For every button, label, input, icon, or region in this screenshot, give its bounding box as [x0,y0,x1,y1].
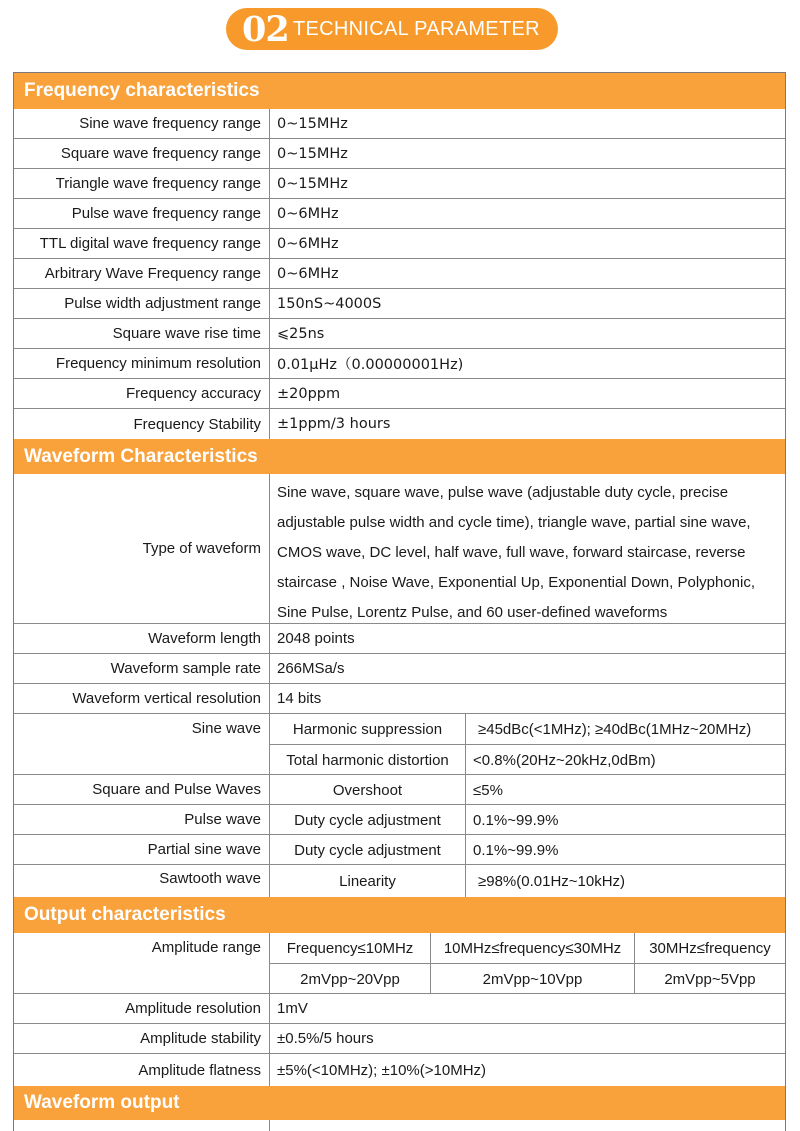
section-waveform-output [14,1086,785,1120]
section-waveform-output-title: Waveform output [24,1092,180,1113]
amplitude-value: 2mVpp~10Vpp [430,964,634,994]
waveform-type-line: staircase , Noise Wave, Exponential Up, Exponential Down, Polyphonic, [277,574,756,591]
table-row [14,775,785,805]
amplitude-header: 10MHz≤frequency≤30MHz [430,933,634,964]
sub-value: ≥45dBc(<1MHz); ≥40dBc(1MHz~20MHz) [465,714,785,745]
row-label: Pulse wave frequency range [14,199,270,228]
section-waveform-title: Waveform Characteristics [24,446,258,467]
row-label: Amplitude resolution [14,994,270,1023]
row-value: 0~6MHz [277,235,339,252]
amplitude-value: 2mVpp~20Vpp [300,970,400,988]
waveform-type-line: Sine Pulse, Lorentz Pulse, and 60 user-defined waveforms [277,604,668,621]
row-label: Sine wave [14,714,270,774]
row-value: 0~15MHz [277,115,348,132]
row-label: Amplitude range [14,933,270,993]
row-label: Square wave rise time [14,319,270,348]
row-label: Waveform sample rate [14,654,270,683]
row-label: Type of waveform [14,474,270,623]
section-output-title: Output characteristics [24,904,226,925]
waveform-type-line: CMOS wave, DC level, half wave, full wave, forward staircase, reverse [277,544,746,561]
table-row [14,994,785,1024]
waveform-type-line: adjustable pulse width and cycle time), triangle wave, partial sine wave, [277,514,751,531]
table-row [14,624,785,654]
row-value: 150nS~4000S [277,295,382,312]
amplitude-value: 2mVpp~5Vpp [634,964,785,994]
table-row [14,805,785,835]
table-row [14,684,785,714]
amplitude-header: Frequency≤10MHz [270,933,430,964]
row-value: ⩽25ns [277,325,325,342]
section-number: 02 [242,9,289,50]
row-value: ±20ppm [277,385,341,402]
section-waveform [14,439,785,474]
table-row [14,319,785,349]
row-label: Pulse width adjustment range [14,289,270,318]
table-row-waveform-types [14,474,785,624]
table-row [14,1120,785,1131]
sub-param: Duty cycle adjustment [294,841,441,859]
header-pill [226,8,558,50]
row-value: 1mV [277,1000,308,1017]
table-row-sine-wave [14,714,785,775]
row-label: Square wave frequency range [14,139,270,168]
sub-param: Overshoot [332,781,403,799]
waveform-type-line: Sine wave, square wave, pulse wave (adjustable duty cycle, precise [277,484,729,501]
amplitude-header: 30MHz≤frequency [634,933,785,964]
table-row [14,654,785,684]
section-frequency-title: Frequency characteristics [24,80,260,101]
row-label: TTL digital wave frequency range [14,229,270,258]
sub-value: <0.8%(20Hz~20kHz,0dBm) [465,745,785,775]
table-row [14,199,785,229]
row-value: ±1ppm/3 hours [277,416,391,432]
row-label: Sine wave frequency range [14,109,270,138]
row-label: Waveform vertical resolution [14,684,270,713]
row-value: 0~6MHz [277,205,339,222]
table-row [14,109,785,139]
row-label: Amplitude stability [14,1024,270,1053]
sub-value: ≥98%(0.01Hz~10kHz) [465,865,785,897]
row-value: 0~15MHz [277,175,348,192]
sub-param: Total harmonic distortion [286,751,449,769]
row-value: 266MSa/s [277,660,345,677]
row-label: Frequency accuracy [14,379,270,408]
row-label: Triangle wave frequency range [14,169,270,198]
table-row [14,139,785,169]
table-row [14,259,785,289]
row-label: Partial sine wave [14,835,270,864]
table-row [14,835,785,865]
section-output [14,897,785,933]
row-value: 0~6MHz [277,265,339,282]
row-label: Frequency Stability [14,409,270,439]
row-label [14,1120,270,1131]
sub-param: Linearity [339,872,396,890]
table-row [14,1054,785,1086]
row-value: 0.01μHz（0.00000001Hz) [277,357,464,373]
row-label: Amplitude flatness [14,1054,270,1086]
sub-value: ≤5% [465,775,785,805]
table-row [14,169,785,199]
table-row [14,349,785,379]
row-value: 0~15MHz [277,145,348,162]
sub-param: Duty cycle adjustment [294,811,441,829]
section-title: TECHNICAL PARAMETER [293,18,540,40]
row-label: Square and Pulse Waves [14,775,270,804]
table-row [14,409,785,439]
row-value: ±5%(<10MHz); ±10%(>10MHz) [277,1061,487,1079]
row-label: Frequency minimum resolution [14,349,270,378]
sub-value: 0.1%~99.9% [465,805,785,835]
row-value: 2048 points [277,630,355,647]
row-label: Sawtooth wave [14,865,270,897]
section-frequency [14,73,785,109]
table-row [14,865,785,897]
row-value: 14 bits [277,690,322,707]
sub-value: 0.1%~99.9% [465,835,785,865]
table-row [14,229,785,259]
row-value: ±0.5%/5 hours [277,1030,374,1047]
sub-param: Harmonic suppression [270,714,465,745]
table-row [14,379,785,409]
waveform-type-list [270,474,785,628]
table-row [14,289,785,319]
section-header [0,8,800,52]
table-row-amplitude-range [14,933,785,994]
table-row [14,1024,785,1054]
row-label: Pulse wave [14,805,270,834]
row-label: Waveform length [14,624,270,653]
row-label: Arbitrary Wave Frequency range [14,259,270,288]
